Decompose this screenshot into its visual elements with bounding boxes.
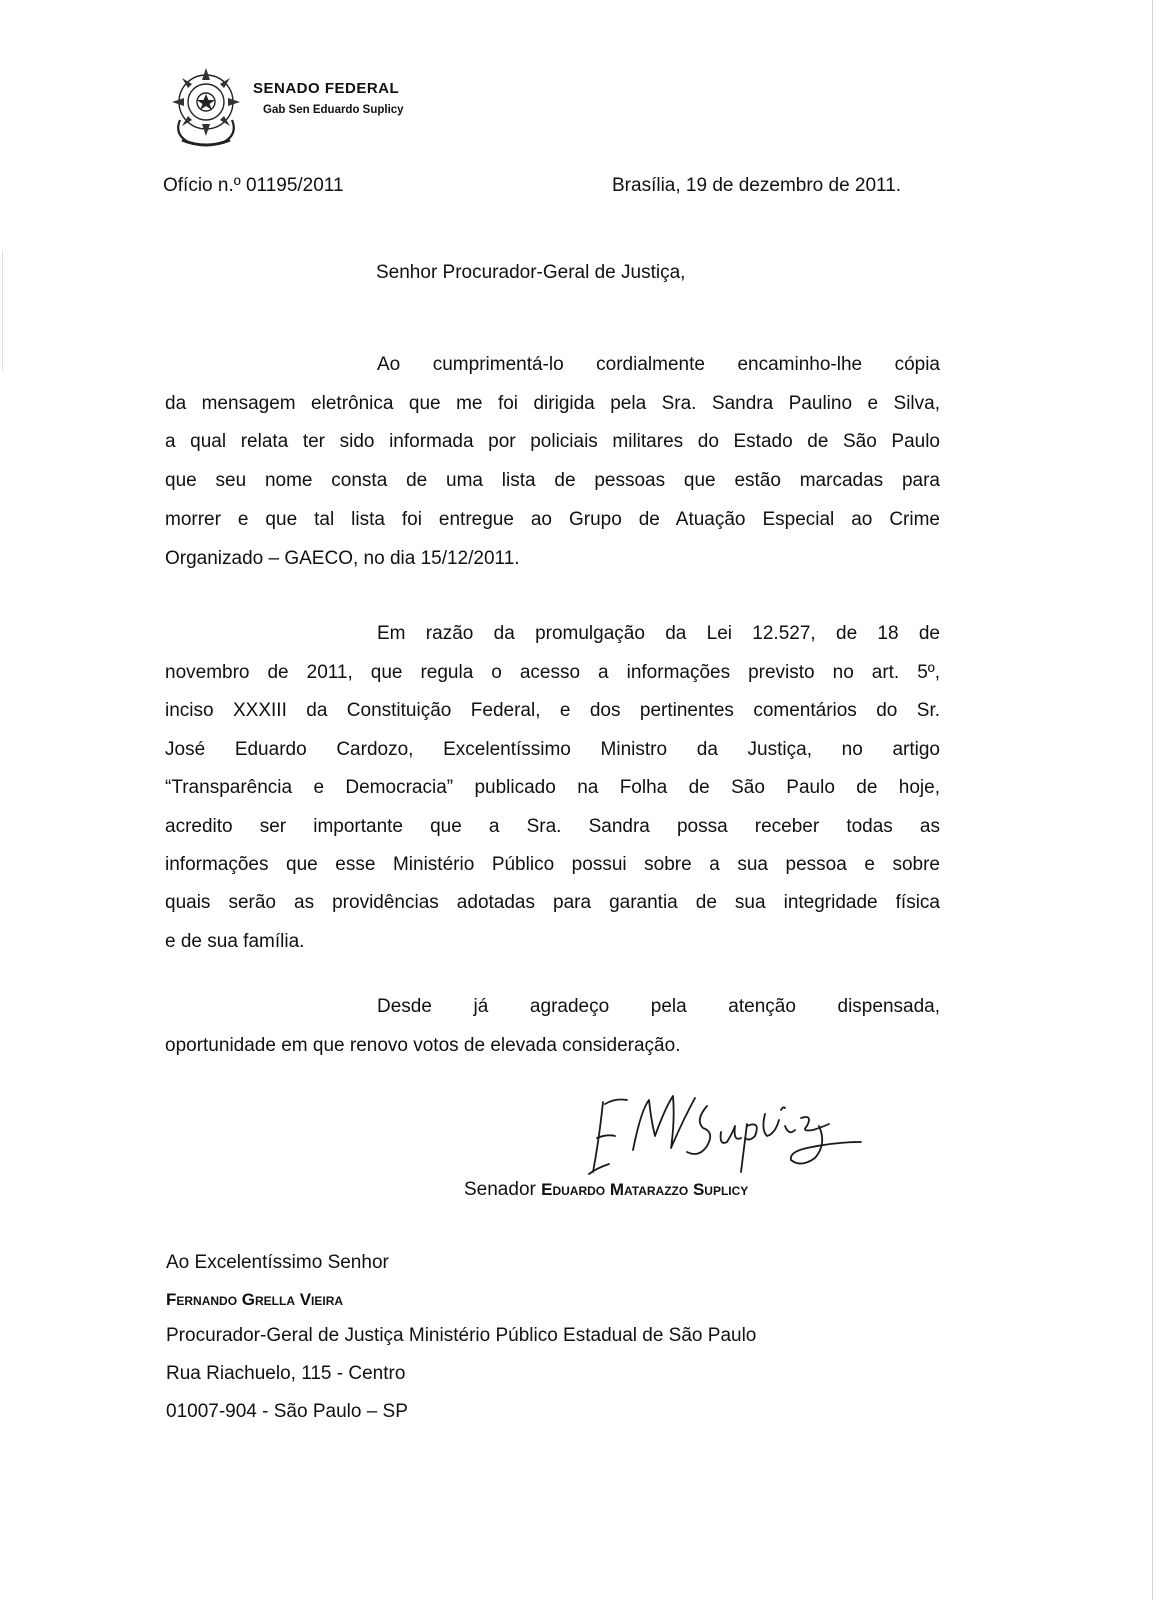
handwritten-signature-icon bbox=[575, 1080, 875, 1190]
paragraph-line: acredito ser importante que a Sra. Sandra possa receber todas as bbox=[165, 816, 940, 837]
paragraph-line: oportunidade em que renovo votos de elevada consideração. bbox=[165, 1035, 681, 1056]
paragraph-line: que seu nome consta de uma lista de pessoas que estão marcadas para bbox=[165, 470, 940, 491]
salutation: Senhor Procurador-Geral de Justiça, bbox=[376, 262, 686, 283]
addressee-greeting: Ao Excelentíssimo Senhor bbox=[166, 1252, 389, 1273]
paragraph-line: novembro de 2011, que regula o acesso a informações previsto no art. 5º, bbox=[165, 662, 940, 683]
signer-prefix: Senador bbox=[464, 1179, 536, 1200]
paragraph-line: morrer e que tal lista foi entregue ao Grupo de Atuação Especial ao Crime bbox=[165, 509, 940, 530]
paragraph-line: Desde já agradeço pela atenção dispensada, bbox=[377, 996, 940, 1017]
document-reference: Ofício n.º 01195/2011 bbox=[163, 175, 344, 196]
addressee-title: Procurador-Geral de Justiça Ministério Público Estadual de São Paulo bbox=[166, 1325, 757, 1346]
scan-edge-right bbox=[1152, 0, 1153, 1600]
paragraph-line: quais serão as providências adotadas para garantia de sua integridade física bbox=[165, 892, 940, 913]
place-date: Brasília, 19 de dezembro de 2011. bbox=[612, 175, 902, 196]
scan-edge-left bbox=[2, 250, 3, 370]
addressee-postal: 01007-904 - São Paulo – SP bbox=[166, 1401, 408, 1422]
addressee-street: Rua Riachuelo, 115 - Centro bbox=[166, 1363, 406, 1384]
paragraph-line: inciso XXXIII da Constituição Federal, e dos pertinentes comentários do Sr. bbox=[165, 700, 940, 721]
paragraph-line: informações que esse Ministério Público possui sobre a sua pessoa e sobre bbox=[165, 854, 940, 875]
signer-name: Eduardo Matarazzo Suplicy bbox=[541, 1180, 749, 1199]
signer-line bbox=[464, 1180, 748, 1200]
paragraph-line: José Eduardo Cardozo, Excelentíssimo Ministro da Justiça, no artigo bbox=[165, 739, 940, 760]
paragraph-line: a qual relata ter sido informada por policiais militares do Estado de São Paulo bbox=[165, 431, 940, 452]
org-name: SENADO FEDERAL bbox=[253, 80, 400, 97]
addressee-name: Fernando Grella Vieira bbox=[166, 1290, 344, 1309]
paragraph-line: da mensagem eletrônica que me foi dirigida pela Sra. Sandra Paulino e Silva, bbox=[165, 393, 940, 414]
paragraph-line: “Transparência e Democracia” publicado na Folha de São Paulo de hoje, bbox=[165, 777, 940, 798]
paragraph-line: e de sua família. bbox=[165, 931, 305, 952]
coat-of-arms-icon bbox=[168, 64, 244, 148]
paragraph-line: Em razão da promulgação da Lei 12.527, de 18 de bbox=[377, 623, 940, 644]
paragraph-line: Organizado – GAECO, no dia 15/12/2011. bbox=[165, 548, 520, 569]
office-name: Gab Sen Eduardo Suplicy bbox=[263, 104, 404, 116]
paragraph-line: Ao cumprimentá-lo cordialmente encaminho-lhe cópia bbox=[377, 354, 940, 375]
